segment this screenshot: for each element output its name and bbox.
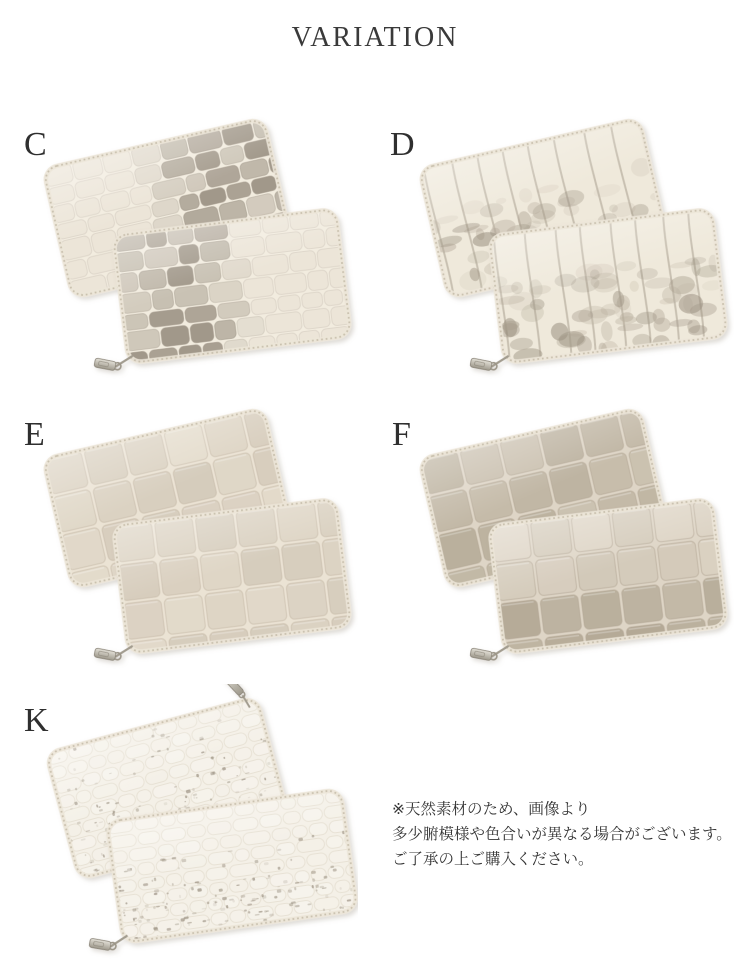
variation-photo-d <box>404 104 734 396</box>
variation-photo-c <box>28 104 358 396</box>
notice-line: ご了承の上ご購入ください。 <box>392 851 594 868</box>
notice-text <box>392 797 748 872</box>
variation-label-d: D <box>390 126 415 163</box>
notice-line: 多少腑模様や色合いが異なる場合がございます。 <box>392 826 732 843</box>
variation-label-e: E <box>24 416 45 453</box>
page-title: VARIATION <box>291 22 459 53</box>
variation-photo-e <box>28 394 358 686</box>
variation-label-f: F <box>392 416 411 453</box>
variation-label-c: C <box>24 126 47 163</box>
notice-line: ※天然素材のため、画像より <box>392 801 591 818</box>
variation-photo-f <box>404 394 734 686</box>
variation-label-k: K <box>24 702 49 739</box>
variation-photo-k <box>28 684 358 976</box>
